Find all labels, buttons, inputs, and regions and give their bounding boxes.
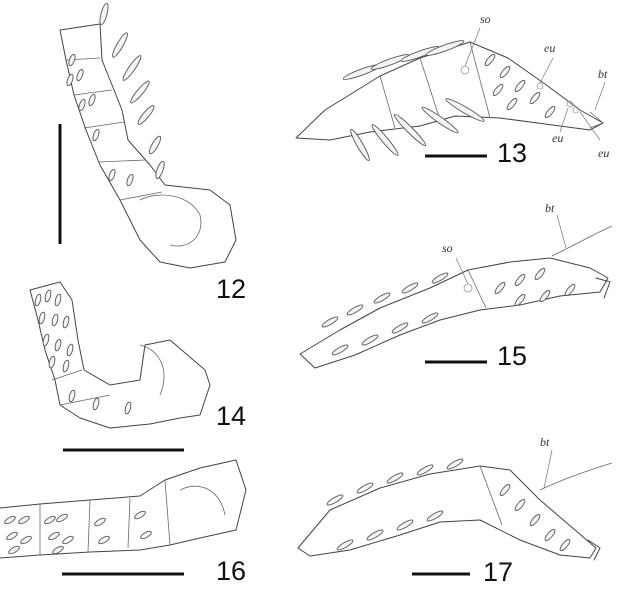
figure-15-drawing <box>300 215 612 368</box>
figure-12-number: 12 <box>216 274 247 304</box>
figure-17-drawing <box>298 450 612 560</box>
figure-16-drawing <box>0 460 246 558</box>
figure-13-label-eu-lower: eu <box>552 131 564 145</box>
figure-13-label-eu-right: eu <box>598 146 610 160</box>
figure-17-number: 17 <box>483 557 514 587</box>
figure-13-number: 13 <box>497 138 528 168</box>
figure-13-label-bt: bt <box>598 67 608 81</box>
figure-14-drawing <box>30 282 210 428</box>
figure-17-label-bt: bt <box>540 435 550 449</box>
figure-13-label-so: so <box>480 12 491 26</box>
figure-15-label-so: so <box>442 241 453 255</box>
figure-15-number: 15 <box>497 341 528 371</box>
figure-14-number: 14 <box>216 401 247 431</box>
figure-16-number: 16 <box>216 556 247 586</box>
figure-15-label-bt: bt <box>545 201 555 215</box>
figure-12-drawing <box>60 3 236 268</box>
figure-13-label-eu-top: eu <box>544 41 556 55</box>
